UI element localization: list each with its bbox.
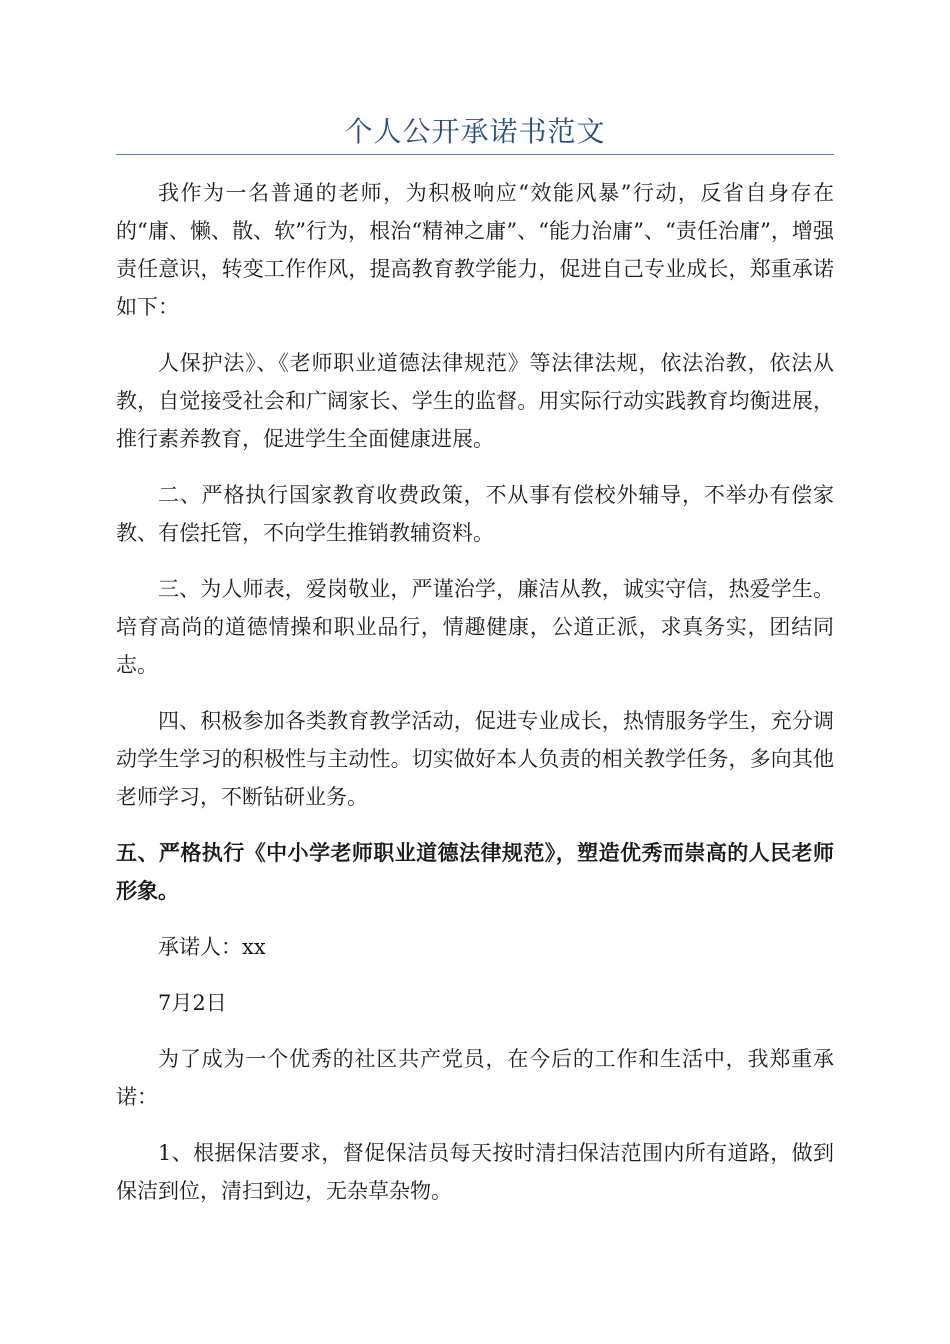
signature-line: 承诺人：xx (158, 935, 266, 959)
document-title: 个人公开承诺书范文 (344, 115, 606, 148)
paragraph-second-item-1: 1、根据保洁要求，督促保洁员每天按时清扫保洁范围内所有道路，做到保洁到位，清扫到边，无杂草杂物。 (116, 1141, 834, 1203)
paragraph-second-intro: 为了成为一个优秀的社区共产党员，在今后的工作和生活中，我郑重承诺： (116, 1047, 834, 1109)
paragraph-item-4: 四、积极参加各类教育教学活动，促进专业成长，热情服务学生，充分调动学生学习的积极性与主动性。切实做好本人负责的相关教学任务，多向其他老师学习，不断钻研业务。 (116, 709, 834, 809)
paragraph-item-1: 人保护法》、《老师职业道德法律规范》等法律法规，依法治教，依法从教，自觉接受社会和广阔家长、学生的监督。用实际行动实践教育均衡进展，推行素养教育，促进学生全面健康进展。 (116, 351, 834, 451)
paragraph-intro: 我作为一名普通的老师，为积极响应“效能风暴”行动，反省自身存在的“庸、懒、散、软”行为，根治“精神之庸”、“能力治庸”、“责任治庸”，增强责任意识，转变工作作风，提高教育教学能力，促进自己专业成长，郑重承诺如下： (116, 181, 834, 319)
document-body (116, 174, 834, 1228)
date-line: 7月2日 (158, 991, 227, 1015)
paragraph-item-3: 三、为人师表，爱岗敬业，严谨治学，廉洁从教，诚实守信，热爱学生。培育高尚的道德情操和职业品行，情趣健康，公道正派，求真务实，团结同志。 (116, 577, 834, 677)
title-underline (116, 154, 834, 155)
paragraph-item-5-bold: 五、严格执行《中小学老师职业道德法律规范》，塑造优秀而崇高的人民老师形象。 (116, 841, 834, 903)
paragraph-item-2: 二、严格执行国家教育收费政策，不从事有偿校外辅导，不举办有偿家教、有偿托管，不向学生推销教辅资料。 (116, 483, 834, 545)
